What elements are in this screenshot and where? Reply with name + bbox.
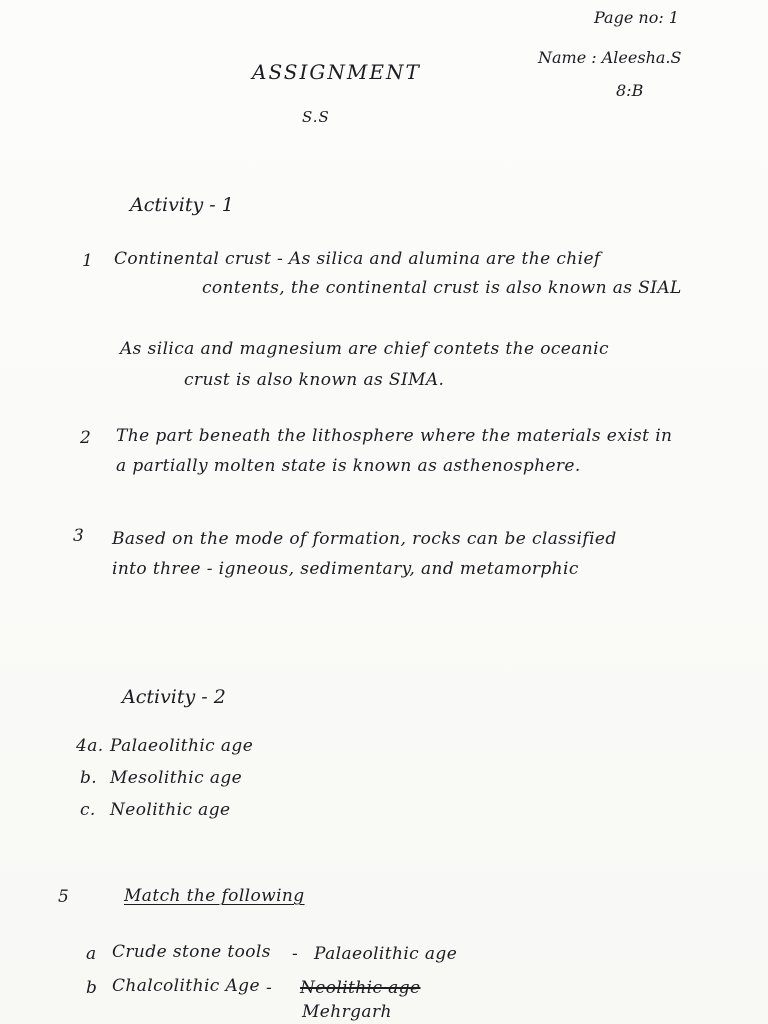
question-1-number: 1 xyxy=(82,251,93,271)
question-2-line-1: The part beneath the lithosphere where the materials exist in xyxy=(116,426,673,446)
activity-1-heading: Activity - 1 xyxy=(130,194,234,216)
question-1-line-2: contents, the continental crust is also known as SIAL xyxy=(202,278,682,298)
subject-label: S.S xyxy=(302,108,330,126)
question-2-number: 2 xyxy=(80,428,91,448)
match-row-left: Chalcolithic Age xyxy=(112,976,260,996)
student-name: Name : Aleesha.S xyxy=(538,48,682,67)
question-2-line-2: a partially molten state is known as asthenosphere. xyxy=(116,456,581,476)
question-5-number: 5 xyxy=(58,887,69,907)
question-3-number: 3 xyxy=(73,526,84,546)
question-1-line-3: As silica and magnesium are chief contets the oceanic xyxy=(120,339,609,359)
activity-2-item-label: b. xyxy=(80,768,98,788)
question-1-line-1: Continental crust - As silica and alumina are the chief xyxy=(114,249,601,269)
student-class: 8:B xyxy=(616,81,644,100)
activity-2-item-label: c. xyxy=(80,800,96,820)
match-row-right: Mehrgarh xyxy=(302,1002,392,1022)
match-row-right: Palaeolithic age xyxy=(314,944,458,964)
question-3-line-2: into three - igneous, sedimentary, and metamorphic xyxy=(112,559,579,579)
match-row-label: b xyxy=(86,978,98,998)
match-row-left: Crude stone tools xyxy=(112,942,271,962)
activity-2-heading: Activity - 2 xyxy=(122,686,226,708)
activity-2-item-text: Neolithic age xyxy=(110,800,231,820)
question-3-line-1: Based on the mode of formation, rocks can be classified xyxy=(112,529,617,549)
question-5-heading: Match the following xyxy=(124,886,305,906)
activity-2-item-text: Palaeolithic age xyxy=(110,736,254,756)
activity-2-item-label: 4a. xyxy=(76,736,104,756)
activity-2-item-text: Mesolithic age xyxy=(110,768,243,788)
match-row-dash: - xyxy=(266,978,273,998)
match-row-label: a xyxy=(86,944,97,964)
question-1-line-4: crust is also known as SIMA. xyxy=(184,370,445,390)
page-number: Page no: 1 xyxy=(594,8,679,27)
assignment-title: ASSIGNMENT xyxy=(252,60,421,84)
match-row-dash: - xyxy=(292,944,299,964)
match-row-struck-answer: Neolithic age xyxy=(300,978,421,998)
